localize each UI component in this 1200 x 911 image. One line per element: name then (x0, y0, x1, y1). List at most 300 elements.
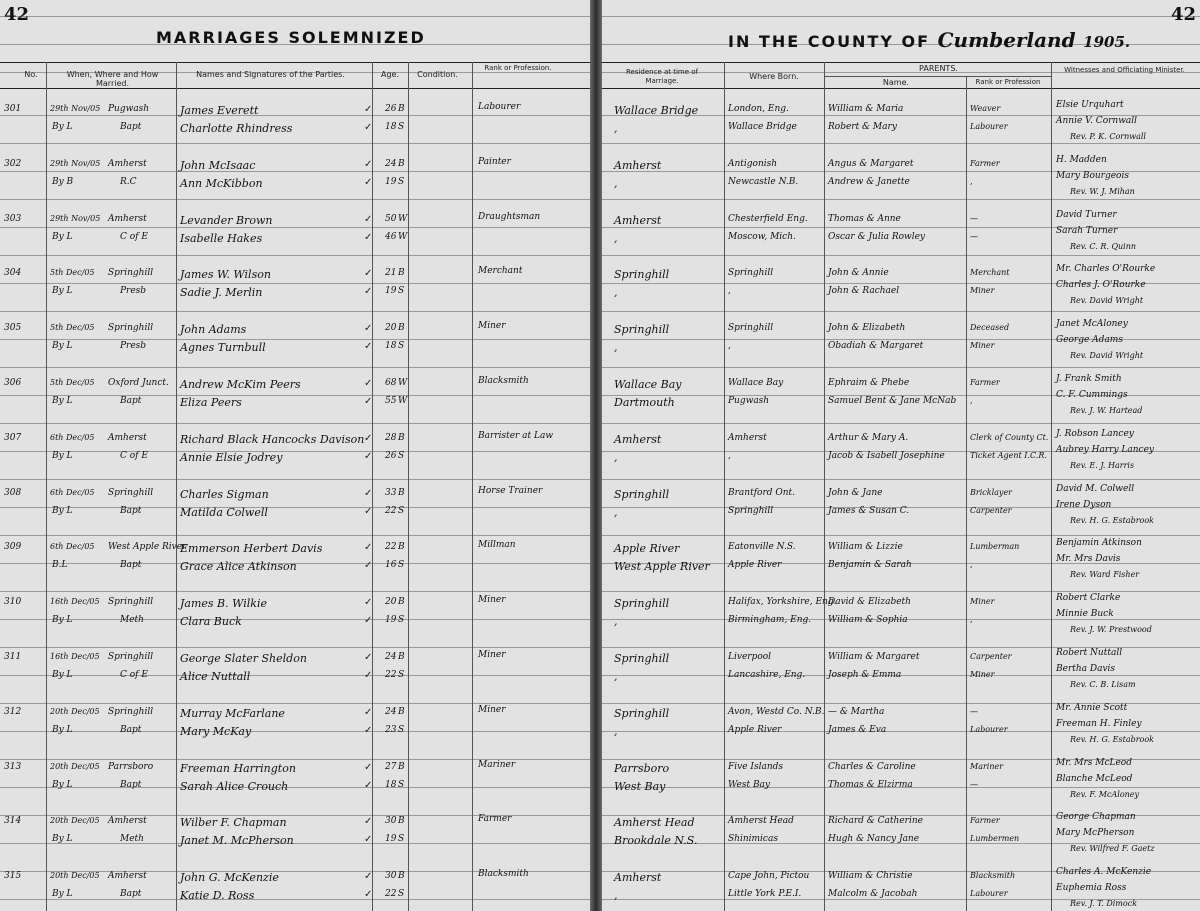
groom-residence: Parrsboro (614, 761, 670, 775)
groom-parents: Arthur & Mary A. (828, 432, 909, 443)
marriage-date: 29th Nov/05 (50, 213, 101, 223)
groom-residence: Amherst (614, 158, 662, 172)
bride-birthplace: Lancashire, Eng. (728, 670, 806, 680)
register-entry (0, 472, 592, 528)
bride-residence: , (614, 615, 618, 629)
check-mark: ✓ (364, 268, 373, 280)
check-mark: ✓ (364, 104, 373, 115)
bride-parents: William & Sophia (828, 615, 908, 626)
register-year: 1905. (1083, 33, 1131, 51)
bride-condition: S (398, 341, 405, 352)
witness-2: Freeman H. Finley (1056, 718, 1142, 729)
marriage-place: Oxford Junct. (108, 378, 169, 388)
groom-birthplace: London, Eng. (728, 104, 789, 114)
bride-residence: , (614, 505, 618, 519)
bride-name: Alice Nuttall (180, 670, 251, 683)
groom-birthplace: Liverpool (728, 652, 772, 662)
witness-2: Euphemia Ross (1056, 883, 1127, 894)
bride-age: 18 (385, 122, 397, 132)
groom-name: John McIsaac (180, 158, 256, 172)
check-mark: ✓ (364, 176, 373, 188)
bride-name: Matilda Colwell (180, 505, 268, 519)
check-mark: ✓ (364, 871, 373, 883)
bride-residence: , (614, 122, 618, 135)
groom-father-profession: — (970, 213, 978, 223)
bride-birthplace: Little York P.E.I. (728, 889, 802, 900)
register-entry (0, 581, 592, 637)
check-mark: ✓ (364, 213, 373, 225)
license-type: By L (52, 450, 73, 461)
bride-age: 26 (385, 450, 397, 461)
marriage-date: 6th Dec/05 (50, 432, 95, 442)
bride-birthplace: , (728, 450, 731, 461)
bride-name: Katie D. Ross (180, 889, 255, 903)
license-type: By L (52, 286, 73, 297)
marriage-date: 20th Dec/05 (50, 761, 100, 771)
col-header-no: No. (24, 70, 38, 79)
license-type: By L (52, 724, 73, 735)
groom-birthplace: Chesterfield Eng. (728, 213, 808, 224)
groom-name: George Slater Sheldon (180, 652, 307, 665)
officiating-minister: Rev. J. T. Dimock (1070, 899, 1138, 909)
bride-birthplace: , (728, 341, 731, 352)
bride-father-profession: Labourer (970, 889, 1008, 899)
bride-birthplace: Springhill (728, 505, 774, 516)
license-type: By L (52, 341, 73, 352)
groom-name: Andrew McKim Peers (180, 378, 301, 391)
groom-profession: Miner (478, 650, 506, 660)
bride-name: Sadie J. Merlin (180, 286, 263, 300)
bride-age: 19 (385, 615, 397, 626)
check-mark: ✓ (364, 396, 373, 407)
denomination: Presb (120, 341, 147, 352)
bride-age: 22 (385, 670, 397, 680)
register-entry (600, 746, 1200, 802)
witness-1: Charles A. McKenzie (1056, 867, 1152, 878)
groom-condition: B (398, 104, 405, 114)
bride-parents: Joseph & Emma (828, 670, 902, 680)
groom-condition: B (398, 542, 405, 553)
witness-1: Robert Clarke (1056, 593, 1121, 604)
register-entry (600, 636, 1200, 692)
witness-1: Benjamin Atkinson (1056, 538, 1142, 549)
officiating-minister: Rev. F. McAloney (1070, 789, 1140, 799)
register-entry (600, 88, 1200, 144)
officiating-minister: Rev. Wilfred F. Gaetz (1070, 844, 1155, 854)
groom-parents: John & Jane (828, 487, 883, 498)
groom-residence: Springhill (614, 597, 670, 611)
groom-condition: B (398, 487, 405, 498)
groom-age: 24 (385, 652, 397, 662)
bride-name: Eliza Peers (180, 396, 242, 409)
bride-birthplace: Shinimicas (728, 834, 778, 845)
officiating-minister: Rev. J. W. Hartead (1070, 406, 1143, 415)
check-mark: ✓ (364, 286, 373, 298)
bride-father-profession: , (970, 615, 973, 625)
check-mark: ✓ (364, 834, 373, 846)
groom-age: 33 (385, 487, 397, 498)
groom-condition: B (398, 816, 405, 827)
groom-father-profession: Blacksmith (970, 871, 1016, 881)
groom-age: 24 (385, 158, 397, 169)
groom-condition: W (398, 378, 408, 388)
bride-residence: , (614, 889, 618, 903)
witness-2: Charles J. O'Rourke (1056, 280, 1146, 291)
bride-name: Annie Elsie Jodrey (180, 450, 283, 464)
right-page (600, 0, 1200, 911)
witness-1: J. Robson Lancey (1056, 428, 1134, 439)
bride-father-profession: — (970, 779, 978, 789)
county-name: Cumberland (937, 28, 1076, 52)
marriage-place: Springhill (108, 487, 154, 498)
col-header-when: When, Where and How Married. (66, 70, 159, 88)
bride-age: 46 (385, 231, 397, 242)
witness-1: Mr. Mrs McLeod (1056, 757, 1132, 768)
groom-parents: John & Annie (828, 268, 889, 279)
officiating-minister: Rev. P. K. Cornwall (1070, 132, 1146, 141)
marriage-place: West Apple River (108, 542, 187, 553)
witness-2: C. F. Cummings (1056, 390, 1128, 400)
bride-age: 18 (385, 341, 397, 352)
bride-residence: Brookdale N.S. (614, 834, 698, 848)
marriage-place: Springhill (108, 652, 154, 662)
witness-1: Mr. Charles O'Rourke (1056, 264, 1156, 275)
groom-residence: Springhill (614, 652, 670, 665)
witness-1: Janet McAloney (1056, 319, 1128, 330)
officiating-minister: Rev. E. J. Harris (1070, 460, 1135, 470)
bride-age: 23 (385, 724, 397, 735)
groom-name: John G. McKenzie (180, 871, 279, 885)
page-number-right: 42 (1170, 4, 1196, 25)
groom-father-profession: Lumberman (970, 542, 1020, 552)
groom-father-profession: Merchant (970, 268, 1010, 278)
register-entry (0, 362, 592, 418)
bride-father-profession: , (970, 396, 973, 405)
marriage-place: Pugwash (108, 104, 150, 114)
check-mark: ✓ (364, 542, 373, 554)
marriage-date: 16th Dec/05 (50, 652, 100, 661)
register-entry (0, 198, 592, 254)
bride-parents: James & Eva (828, 724, 887, 735)
col-header-age: Age. (380, 70, 399, 79)
bride-residence: Dartmouth (614, 396, 675, 409)
groom-parents: — & Martha (828, 706, 885, 717)
check-mark: ✓ (364, 652, 373, 663)
groom-residence: Amherst Head (614, 816, 695, 830)
check-mark: ✓ (364, 341, 373, 353)
denomination: Bapt (120, 396, 142, 406)
groom-profession: Farmer (478, 814, 512, 825)
officiating-minister: Rev. C. B. Lisam (1070, 680, 1136, 689)
bride-condition: S (398, 670, 405, 680)
bride-birthplace: Pugwash (728, 396, 770, 406)
bride-parents: James & Susan C. (828, 505, 910, 516)
col-header-condition: Condition. (417, 70, 458, 79)
bride-residence: West Apple River (614, 560, 710, 574)
bride-residence: , (614, 450, 618, 464)
bride-father-profession: Lumbermen (970, 834, 1020, 844)
license-type: By L (52, 122, 73, 132)
witness-2: Annie V. Cornwall (1056, 116, 1138, 126)
officiating-minister: Rev. Ward Fisher (1070, 570, 1140, 580)
groom-residence: Amherst (614, 213, 662, 227)
bride-parents: Andrew & Janette (828, 176, 910, 187)
denomination: Bapt (120, 889, 142, 900)
register-entry (0, 636, 592, 692)
groom-birthplace: Amherst (728, 432, 767, 443)
groom-father-profession: Clerk of County Ct. (970, 432, 1049, 442)
col-header-parents-name: Name. (882, 78, 910, 87)
marriage-date: 16th Dec/05 (50, 597, 100, 607)
entry-number: 308 (4, 487, 22, 498)
groom-parents: Angus & Margaret (828, 158, 914, 169)
entry-number: 314 (4, 816, 22, 827)
groom-residence: Springhill (614, 268, 670, 282)
groom-name: Richard Black Hancocks Davison (180, 432, 365, 446)
entry-number: 306 (4, 378, 22, 388)
groom-father-profession: Carpenter (970, 652, 1012, 661)
groom-parents: Richard & Catherine (828, 816, 923, 827)
groom-parents: David & Elizabeth (828, 597, 911, 608)
groom-birthplace: Wallace Bay (728, 378, 784, 388)
col-header-rank: Rank or Profession. (484, 64, 552, 72)
groom-parents: William & Maria (828, 104, 904, 114)
groom-condition: W (398, 213, 408, 224)
bride-residence: , (614, 670, 618, 683)
groom-age: 30 (385, 871, 397, 882)
groom-birthplace: Halifax, Yorkshire, Eng. (728, 597, 837, 608)
bride-condition: S (398, 889, 405, 900)
register-entry (600, 526, 1200, 582)
register-entry (600, 800, 1200, 856)
bride-residence: , (614, 341, 618, 355)
bride-parents: Samuel Bent & Jane McNab (828, 396, 957, 406)
marriage-date: 5th Dec/05 (50, 378, 95, 387)
groom-name: James W. Wilson (180, 268, 271, 282)
groom-age: 22 (385, 542, 397, 553)
groom-parents: William & Lizzie (828, 542, 903, 553)
groom-profession: Labourer (478, 102, 521, 112)
bride-birthplace: Birmingham, Eng. (728, 615, 812, 626)
witness-2: Sarah Turner (1056, 225, 1118, 236)
license-type: By B (52, 176, 74, 187)
groom-parents: John & Elizabeth (828, 323, 906, 334)
groom-father-profession: Weaver (970, 104, 1001, 113)
groom-name: Wilber F. Chapman (180, 816, 287, 830)
bride-age: 22 (385, 889, 397, 900)
license-type: By L (52, 615, 73, 626)
officiating-minister: Rev. David Wright (1070, 351, 1144, 361)
bride-name: Clara Buck (180, 615, 242, 629)
check-mark: ✓ (364, 560, 373, 572)
marriage-place: Parrsboro (108, 761, 154, 772)
check-mark: ✓ (364, 889, 373, 901)
groom-profession: Draughtsman (478, 211, 541, 222)
register-entry (600, 691, 1200, 747)
witness-2: Aubrey Harry Lancey (1056, 444, 1154, 455)
bride-name: Janet M. McPherson (180, 834, 294, 848)
register-entry (600, 581, 1200, 637)
register-entry (600, 362, 1200, 418)
groom-father-profession: Bricklayer (970, 487, 1012, 497)
check-mark: ✓ (364, 487, 373, 499)
marriage-place: Amherst (108, 871, 147, 882)
groom-birthplace: Brantford Ont. (728, 487, 796, 498)
denomination: Meth (120, 615, 144, 626)
register-entry (0, 252, 592, 308)
license-type: By L (52, 505, 73, 516)
register-entry (600, 417, 1200, 473)
check-mark: ✓ (364, 615, 373, 627)
bride-father-profession: — (970, 231, 978, 241)
header-rule-top (0, 62, 592, 63)
denomination: R.C (120, 176, 137, 187)
witness-2: George Adams (1056, 335, 1123, 346)
bride-father-profession: Miner (970, 670, 995, 679)
register-entry (0, 800, 592, 856)
right-page-title (728, 28, 1130, 52)
marriage-date: 6th Dec/05 (50, 542, 95, 552)
bride-birthplace: , (728, 286, 731, 297)
license-type: By L (52, 779, 73, 790)
license-type: By L (52, 889, 73, 900)
witness-1: David M. Colwell (1056, 483, 1135, 494)
check-mark: ✓ (364, 779, 373, 791)
bride-birthplace: Apple River (728, 560, 782, 571)
entry-number: 301 (4, 104, 22, 114)
marriage-date: 5th Dec/05 (50, 268, 95, 278)
witness-2: Blanche McLeod (1056, 773, 1133, 784)
check-mark: ✓ (364, 724, 373, 736)
marriage-place: Amherst (108, 816, 147, 827)
col-header-residence: Residence at time of Marriage. (625, 68, 699, 85)
bride-age: 19 (385, 286, 397, 297)
bride-age: 55 (385, 396, 397, 406)
marriage-date: 29th Nov/05 (50, 104, 101, 113)
register-entry (0, 417, 592, 473)
officiating-minister: Rev. H. G. Estabrook (1070, 734, 1155, 744)
marriage-place: Amherst (108, 213, 147, 224)
groom-name: Freeman Harrington (180, 761, 296, 775)
marriage-place: Springhill (108, 706, 154, 717)
groom-birthplace: Avon, Westd Co. N.B. (728, 706, 825, 717)
check-mark: ✓ (364, 158, 373, 170)
bride-condition: S (398, 122, 405, 132)
groom-father-profession: Miner (970, 597, 995, 607)
officiating-minister: Rev. J. W. Prestwood (1070, 625, 1152, 635)
bride-age: 19 (385, 176, 397, 187)
entry-number: 303 (4, 213, 22, 224)
groom-parents: William & Margaret (828, 652, 920, 662)
license-type: By L (52, 396, 73, 406)
groom-condition: B (398, 323, 405, 334)
marriage-place: Amherst (108, 158, 147, 169)
groom-profession: Blacksmith (478, 376, 529, 386)
witness-1: Mr. Annie Scott (1056, 702, 1128, 713)
groom-age: 26 (385, 104, 397, 114)
groom-parents: William & Christie (828, 871, 913, 882)
marriage-date: 20th Dec/05 (50, 871, 100, 881)
groom-age: 27 (385, 761, 397, 772)
marriage-date: 20th Dec/05 (50, 816, 100, 826)
bride-name: Grace Alice Atkinson (180, 560, 297, 574)
register-entry (600, 252, 1200, 308)
col-header-born: Where Born. (749, 72, 799, 81)
officiating-minister: Rev. W. J. Mihan (1070, 186, 1135, 196)
groom-age: 68 (385, 378, 397, 388)
col-header-parents-rank: Rank or Profession (975, 78, 1041, 86)
witness-1: David Turner (1056, 209, 1117, 220)
entry-number: 302 (4, 158, 22, 169)
bride-father-profession: Miner (970, 341, 995, 351)
check-mark: ✓ (364, 231, 373, 243)
bride-condition: S (398, 176, 405, 187)
check-mark: ✓ (364, 505, 373, 517)
bride-father-profession: Labourer (970, 122, 1008, 131)
license-type: By L (52, 231, 73, 242)
bride-parents: Benjamin & Sarah (828, 560, 912, 571)
groom-age: 30 (385, 816, 397, 827)
bride-father-profession: Miner (970, 286, 995, 296)
denomination: C of E (120, 450, 148, 461)
groom-father-profession: Farmer (970, 378, 1000, 387)
register-entry (0, 691, 592, 747)
left-page (0, 0, 592, 911)
witness-1: George Chapman (1056, 812, 1136, 823)
county-heading: IN THE COUNTY OF (728, 32, 931, 51)
register-entry (600, 143, 1200, 199)
entry-number: 315 (4, 871, 22, 882)
witness-2: Minnie Buck (1056, 609, 1114, 620)
groom-profession: Miner (478, 595, 506, 606)
officiating-minister: Rev. C. R. Quinn (1070, 241, 1137, 251)
groom-profession: Miner (478, 704, 506, 715)
denomination: Bapt (120, 560, 142, 571)
register-entry (0, 526, 592, 582)
bride-condition: S (398, 505, 405, 516)
groom-birthplace: Eatonville N.S. (728, 542, 796, 553)
groom-profession: Painter (478, 156, 511, 167)
witness-2: Bertha Davis (1056, 664, 1116, 674)
witness-2: Mr. Mrs Davis (1056, 554, 1121, 565)
witness-1: H. Madden (1056, 154, 1107, 165)
bride-name: Sarah Alice Crouch (180, 779, 289, 793)
check-mark: ✓ (364, 670, 373, 681)
denomination: C of E (120, 231, 148, 242)
groom-age: 20 (385, 597, 397, 608)
marriage-date: 5th Dec/05 (50, 323, 95, 333)
groom-condition: B (398, 158, 405, 169)
bride-age: 19 (385, 834, 397, 845)
bride-name: Ann McKibbon (180, 176, 263, 190)
check-mark: ✓ (364, 432, 373, 444)
witness-1: Elsie Urquhart (1056, 100, 1124, 110)
entry-number: 305 (4, 323, 22, 334)
register-entry (0, 307, 592, 363)
groom-parents: Charles & Caroline (828, 761, 916, 772)
bride-birthplace: West Bay (728, 779, 771, 790)
bride-parents: Obadiah & Margaret (828, 341, 924, 352)
entry-number: 304 (4, 268, 22, 279)
groom-name: Murray McFarlane (180, 706, 285, 720)
marriage-place: Amherst (108, 432, 147, 443)
bride-parents: Hugh & Nancy Jane (828, 834, 920, 845)
bride-residence: , (614, 724, 618, 738)
bride-birthplace: Moscow, Mich. (728, 231, 796, 242)
groom-profession: Horse Trainer (478, 485, 543, 496)
groom-father-profession: Mariner (970, 761, 1004, 771)
register-entry (0, 88, 592, 144)
